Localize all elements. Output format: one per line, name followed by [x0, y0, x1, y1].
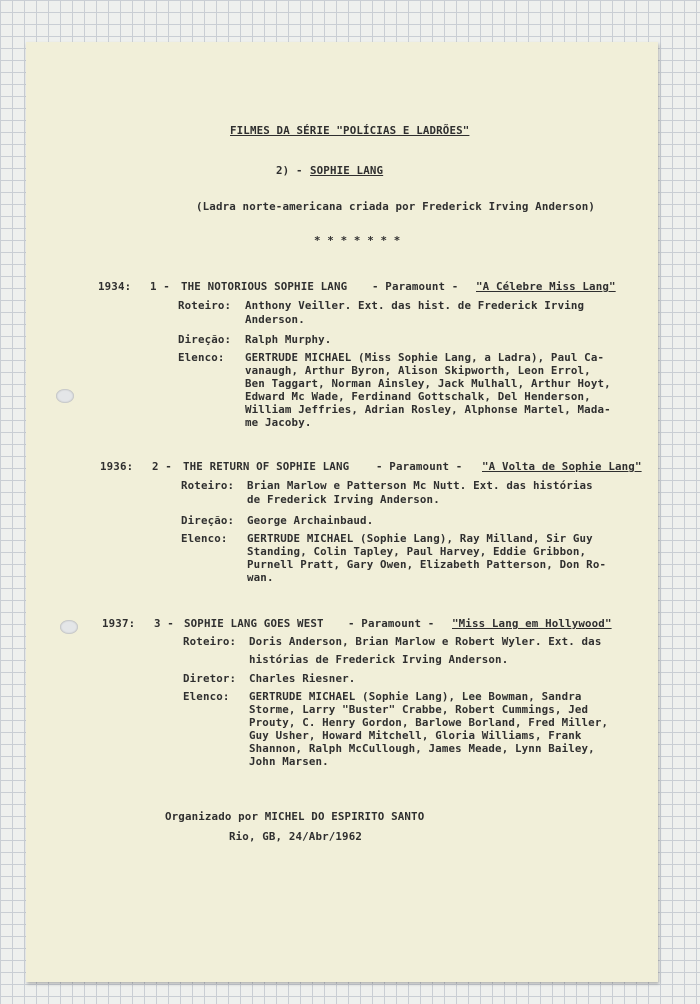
film-year: 1936:: [100, 460, 134, 473]
elenco-line: Prouty, C. Henry Gordon, Barlowe Borland, Fred Miller,: [249, 716, 609, 729]
punch-hole: [60, 620, 78, 634]
film-pt-title: "A Célebre Miss Lang": [476, 280, 616, 293]
direcao-value: Ralph Murphy.: [245, 333, 332, 346]
film-title: THE RETURN OF SOPHIE LANG: [183, 460, 350, 473]
film-title: SOPHIE LANG GOES WEST: [184, 617, 324, 630]
elenco-line: Guy Usher, Howard Mitchell, Gloria Williams, Frank: [249, 729, 582, 742]
roteiro-line: histórias de Frederick Irving Anderson.: [249, 653, 509, 666]
direcao-label: Direção:: [178, 333, 232, 346]
roteiro-label: Roteiro:: [181, 479, 235, 492]
organized-by: Organizado por MICHEL DO ESPIRITO SANTO: [165, 810, 425, 823]
elenco-line: GERTRUDE MICHAEL (Sophie Lang), Lee Bowman, Sandra: [249, 690, 582, 703]
elenco-line: Standing, Colin Tapley, Paul Harvey, Eddie Gribbon,: [247, 545, 587, 558]
direcao-value: Charles Riesner.: [249, 672, 356, 685]
elenco-line: John Marsen.: [249, 755, 329, 768]
roteiro-line: Brian Marlow e Patterson Mc Nutt. Ext. das histórias: [247, 479, 593, 492]
section-number: 2) -: [276, 164, 303, 177]
roteiro-line: Anthony Veiller. Ext. das hist. de Frederick Irving: [245, 299, 585, 312]
typewritten-page: [26, 42, 658, 982]
direcao-label: Diretor:: [183, 672, 237, 685]
subtitle: (Ladra norte-americana criada por Frederick Irving Anderson): [196, 200, 596, 213]
film-title: THE NOTORIOUS SOPHIE LANG: [181, 280, 348, 293]
film-year: 1937:: [102, 617, 136, 630]
elenco-line: Purnell Pratt, Gary Owen, Elizabeth Patterson, Don Ro-: [247, 558, 607, 571]
elenco-label: Elenco:: [183, 690, 230, 703]
film-studio: - Paramount -: [348, 617, 435, 630]
elenco-line: William Jeffries, Adrian Rosley, Alphonse Martel, Mada-: [245, 403, 611, 416]
film-number: 2 -: [152, 460, 172, 473]
elenco-line: wan.: [247, 571, 274, 584]
elenco-label: Elenco:: [181, 532, 228, 545]
section-subject: SOPHIE LANG: [310, 164, 384, 177]
elenco-line: Shannon, Ralph McCullough, James Meade, Lynn Bailey,: [249, 742, 595, 755]
direcao-label: Direção:: [181, 514, 235, 527]
place-date: Rio, GB, 24/Abr/1962: [229, 830, 363, 843]
roteiro-label: Roteiro:: [178, 299, 232, 312]
elenco-line: GERTRUDE MICHAEL (Miss Sophie Lang, a Ladra), Paul Ca-: [245, 351, 605, 364]
roteiro-line: de Frederick Irving Anderson.: [247, 493, 440, 506]
elenco-line: GERTRUDE MICHAEL (Sophie Lang), Ray Milland, Sir Guy: [247, 532, 593, 545]
roteiro-label: Roteiro:: [183, 635, 237, 648]
series-title: FILMES DA SÉRIE "POLÍCIAS E LADRÕES": [230, 124, 470, 137]
film-studio: - Paramount -: [372, 280, 459, 293]
elenco-line: vanaugh, Arthur Byron, Alison Skipworth, Leon Errol,: [245, 364, 591, 377]
film-number: 1 -: [150, 280, 170, 293]
elenco-line: Ben Taggart, Norman Ainsley, Jack Mulhall, Arthur Hoyt,: [245, 377, 611, 390]
film-year: 1934:: [98, 280, 132, 293]
punch-hole: [56, 389, 74, 403]
direcao-value: George Archainbaud.: [247, 514, 374, 527]
separator: * * * * * * *: [314, 234, 401, 247]
roteiro-line: Doris Anderson, Brian Marlow e Robert Wyler. Ext. das: [249, 635, 602, 648]
elenco-line: me Jacoby.: [245, 416, 312, 429]
film-pt-title: "A Volta de Sophie Lang": [482, 460, 642, 473]
elenco-label: Elenco:: [178, 351, 225, 364]
elenco-line: Storme, Larry "Buster" Crabbe, Robert Cummings, Jed: [249, 703, 589, 716]
roteiro-line: Anderson.: [245, 313, 305, 326]
film-number: 3 -: [154, 617, 174, 630]
elenco-line: Edward Mc Wade, Ferdinand Gottschalk, Del Henderson,: [245, 390, 591, 403]
film-studio: - Paramount -: [376, 460, 463, 473]
film-pt-title: "Miss Lang em Hollywood": [452, 617, 612, 630]
